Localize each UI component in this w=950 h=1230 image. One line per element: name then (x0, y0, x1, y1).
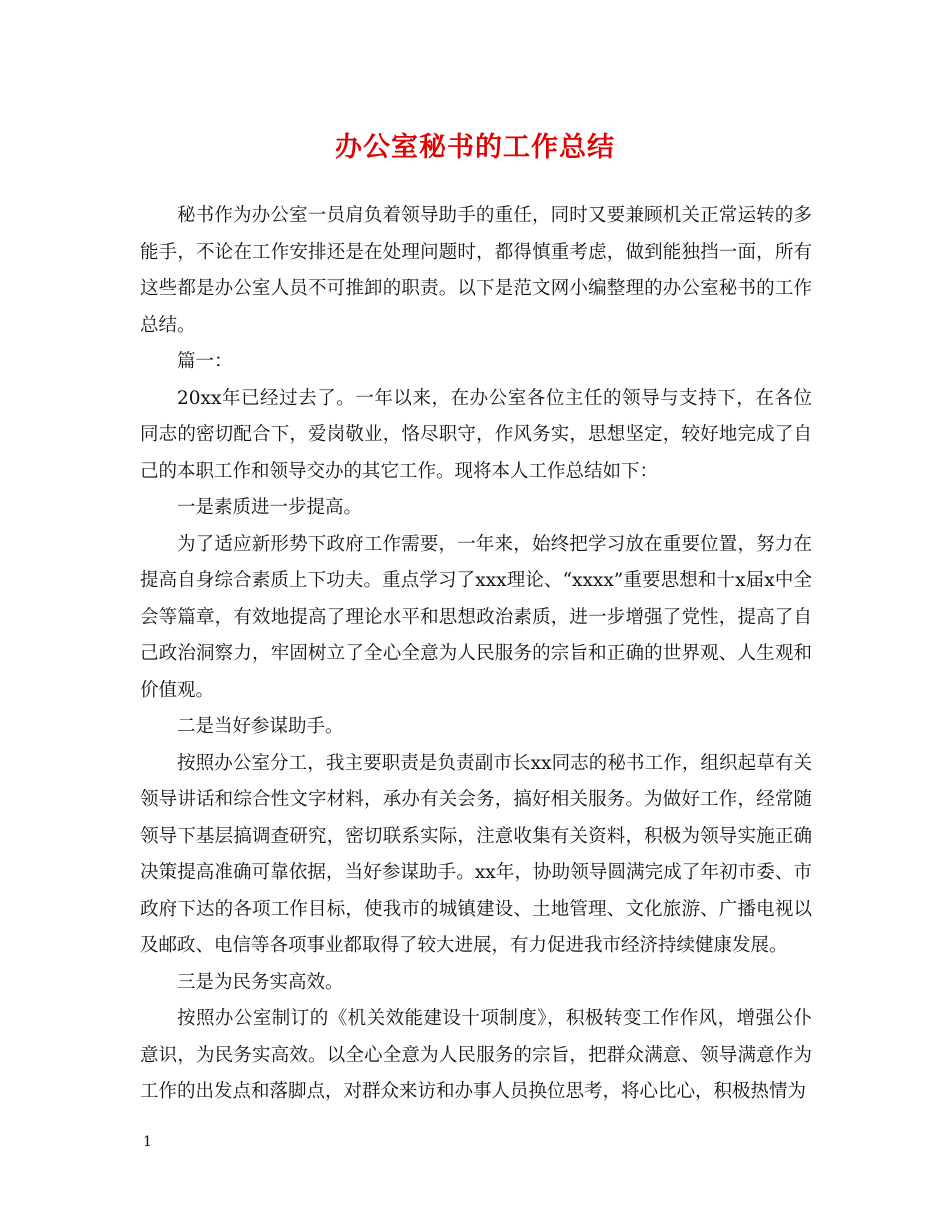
page-number: 1 (143, 1134, 152, 1150)
paragraph-service: 按照办公室制订的《机关效能建设十项制度》，积极转变工作作风，增强公仆意识，为民务实高效。以全心全意为人民服务的宗旨，把群众满意、领导满意作为工作的出发点和落脚点，对群众来访和办事人员换位思考，将心比心，积极热情为 (140, 1008, 812, 1102)
paragraph-study: 为了适应新形势下政府工作需要，一年来，始终把学习放在重要位置，努力在提高自身综合素质上下功夫。重点学习了xxx理论、“xxxx”重要思想和十x届x中全会等篇章，有效地提高了理论水平和思想政治素质，进一步增强了党性，提高了自己政治洞察力，牢固树立了全心全意为人民服务的宗旨和正确的世界观、人生观和价值观。 (140, 533, 812, 701)
document-title: 办公室秘书的工作总结 (335, 132, 615, 163)
paragraph-section-label: 篇一： (177, 351, 233, 372)
heading-quality-improvement: 一是素质进一步提高。 (177, 497, 363, 518)
paragraph-duties: 按照办公室分工，我主要职责是负责副市长xx同志的秘书工作，组织起草有关领导讲话和综合性文字材料，承办有关会务，搞好相关服务。为做好工作，经常随领导下基层搞调查研究，密切联系实际，注意收集有关资料，积极为领导实施正确决策提高准确可靠依据，当好参谋助手。xx年，协助领导圆满完成了年初市委、市政府下达的各项工作目标，使我市的城镇建设、土地管理、文化旅游、广播电视以及邮政、电信等各项事业都取得了较大进展，有力促进我市经济持续健康发展。 (140, 752, 812, 956)
paragraph-opening: 20xx年已经过去了。一年以来，在办公室各位主任的领导与支持下，在各位同志的密切配合下，爱岗敬业，恪尽职守，作风务实，思想坚定，较好地完成了自己的本职工作和领导交办的其它工作。现将本人工作总结如下： (140, 387, 812, 482)
paragraph-intro: 秘书作为办公室一员肩负着领导助手的重任，同时又要兼顾机关正常运转的多能手，不论在工作安排还是在处理问题时，都得慎重考虑，做到能独挡一面，所有这些都是办公室人员不可推卸的职责。以下是范文网小编整理的办公室秘书的工作总结。 (140, 205, 812, 336)
document-body (140, 198, 812, 1111)
heading-advisor-role: 二是当好参谋助手。 (177, 716, 344, 737)
heading-efficiency: 三是为民务实高效。 (177, 971, 344, 993)
